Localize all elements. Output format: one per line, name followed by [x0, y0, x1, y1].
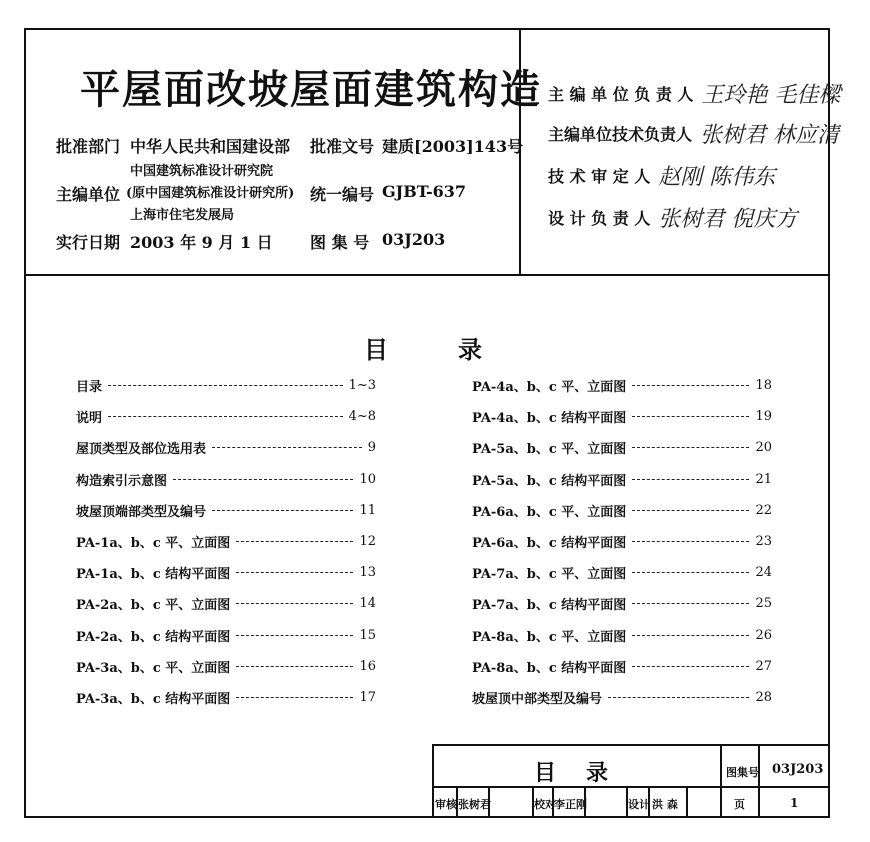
toc-item — [76, 464, 376, 495]
toc-item — [472, 526, 772, 557]
toc-leader-dashes — [212, 447, 362, 448]
header-divider — [24, 274, 830, 276]
toc-item — [76, 620, 376, 651]
signature-row — [548, 118, 839, 149]
check-name: 李正刚 — [554, 798, 587, 811]
editor-label: 主编单位 — [56, 185, 121, 204]
approval-no-label: 批准文号 — [310, 137, 375, 156]
toc-leader-dashes — [632, 666, 749, 667]
toc-item-label: PA-5a、b、c 结构平面图 — [472, 473, 627, 489]
toc-leader-dashes — [173, 479, 353, 480]
title-block-title: 目录 — [534, 761, 639, 786]
toc-item-page: 14 — [359, 596, 376, 612]
title-block — [432, 744, 830, 818]
toc-item — [472, 401, 772, 432]
toc-item-label: PA-5a、b、c 平、立面图 — [472, 442, 627, 458]
toc-item-label: 构造索引示意图 — [76, 473, 168, 489]
toc-item-label: 坡屋顶端部类型及编号 — [76, 504, 207, 520]
page-no: 1 — [790, 796, 799, 810]
toc-item-page: 22 — [755, 502, 772, 518]
toc-item — [76, 651, 376, 682]
toc-item-label: 目录 — [76, 380, 103, 396]
toc-item-label: PA-6a、b、c 平、立面图 — [472, 504, 627, 520]
toc-item — [472, 620, 772, 651]
toc-leader-dashes — [632, 572, 749, 573]
approval-no: 建质[2003]143号 — [382, 137, 524, 156]
signature-row — [548, 160, 775, 191]
toc-item — [472, 682, 772, 713]
toc-leader-dashes — [632, 510, 749, 511]
toc-item — [472, 432, 772, 463]
toc-item-label: PA-8a、b、c 结构平面图 — [472, 660, 627, 676]
toc-leader-dashes — [108, 385, 343, 386]
toc-item-page: 20 — [755, 440, 772, 456]
toc-item — [76, 432, 376, 463]
toc-leader-dashes — [236, 541, 353, 542]
toc-item — [76, 495, 376, 526]
toc-leader-dashes — [212, 510, 353, 511]
toc-item-page: 21 — [755, 471, 772, 487]
toc-leader-dashes — [236, 603, 353, 604]
toc-item-page: 4~8 — [348, 409, 376, 425]
toc-item-page: 13 — [359, 565, 376, 581]
toc-item-page: 17 — [359, 689, 376, 705]
toc-item-page: 23 — [755, 534, 772, 550]
toc-item-label: PA-2a、b、c 结构平面图 — [76, 629, 231, 645]
toc-item — [76, 682, 376, 713]
toc-leader-dashes — [236, 697, 353, 698]
atlas-no-label: 图 集 号 — [310, 233, 370, 252]
toc-item-page: 15 — [359, 627, 376, 643]
toc-left-column — [76, 370, 376, 713]
toc-item — [76, 526, 376, 557]
approval-dept: 中华人民共和国建设部 — [130, 137, 291, 156]
toc-item-page: 26 — [755, 627, 772, 643]
toc-item-label: PA-4a、b、c 平、立面图 — [472, 380, 627, 396]
toc-leader-dashes — [632, 541, 749, 542]
toc-item-label: PA-7a、b、c 平、立面图 — [472, 567, 627, 583]
toc-item — [76, 588, 376, 619]
toc-item-page: 9 — [367, 440, 376, 456]
design-label: 设计 — [628, 798, 650, 811]
atlas-no: 03J203 — [382, 230, 446, 249]
signature-names: 赵刚 陈伟东 — [658, 165, 776, 190]
toc-right-column — [472, 370, 772, 713]
impl-date: 2003 年 9 月 1 日 — [130, 233, 273, 252]
page-label: 页 — [734, 798, 745, 811]
toc-item-label: 坡屋顶中部类型及编号 — [472, 691, 603, 707]
toc-item — [472, 557, 772, 588]
signature-role: 技 术 审 定 人 — [548, 167, 651, 186]
atlas-title: 平屋面改坡屋面建筑构造 — [80, 67, 542, 113]
design-name: 洪 森 — [652, 798, 678, 811]
toc-leader-dashes — [632, 447, 749, 448]
toc-item-page: 11 — [359, 502, 376, 518]
approval-dept-label: 批准部门 — [56, 137, 121, 156]
editor-line2: (原中国建筑标准设计研究所) — [126, 186, 295, 201]
toc-title: 目录 — [364, 336, 552, 364]
review-name: 张树君 — [458, 798, 491, 811]
toc-item-label: PA-3a、b、c 结构平面图 — [76, 691, 231, 707]
toc-item-label: PA-1a、b、c 结构平面图 — [76, 567, 231, 583]
signature-row — [548, 78, 840, 109]
toc-item — [76, 401, 376, 432]
toc-leader-dashes — [236, 666, 353, 667]
toc-item-page: 10 — [359, 471, 376, 487]
toc-item-page: 19 — [755, 409, 772, 425]
editor-line1: 中国建筑标准设计研究院 — [130, 164, 274, 179]
toc-item-label: 屋顶类型及部位选用表 — [76, 442, 207, 458]
title-block-atlas-label: 图集号 — [726, 766, 759, 779]
toc-item-label: PA-4a、b、c 结构平面图 — [472, 411, 627, 427]
toc-item-label: PA-3a、b、c 平、立面图 — [76, 660, 231, 676]
signature-role: 设 计 负 责 人 — [548, 209, 651, 228]
signature-names: 张树君 倪庆方 — [658, 207, 798, 232]
toc-item-page: 24 — [755, 565, 772, 581]
toc-leader-dashes — [608, 697, 749, 698]
toc-leader-dashes — [108, 416, 343, 417]
signature-names: 王玲艳 毛佳樑 — [701, 83, 841, 108]
signature-names: 张树君 林应清 — [700, 123, 840, 148]
unified-no-label: 统一编号 — [310, 185, 375, 204]
toc-item-page: 28 — [755, 689, 772, 705]
toc-item-page: 25 — [755, 596, 772, 612]
toc-item-label: 说明 — [76, 411, 103, 427]
editor-line3: 上海市住宅发展局 — [130, 208, 235, 223]
toc-item-page: 18 — [755, 378, 772, 394]
title-block-atlas-no: 03J203 — [772, 762, 824, 777]
unified-no: GJBT-637 — [382, 182, 467, 201]
toc-item — [472, 370, 772, 401]
signature-role: 主 编 单 位 负 责 人 — [548, 85, 694, 104]
toc-item-label: PA-7a、b、c 结构平面图 — [472, 598, 627, 614]
toc-item-label: PA-8a、b、c 平、立面图 — [472, 629, 627, 645]
toc-item-page: 1~3 — [348, 378, 376, 394]
toc-item-label: PA-6a、b、c 结构平面图 — [472, 536, 627, 552]
toc-item — [76, 557, 376, 588]
toc-item-label: PA-1a、b、c 平、立面图 — [76, 536, 231, 552]
toc-leader-dashes — [632, 479, 749, 480]
signature-role: 主编单位技术负责人 — [548, 125, 693, 144]
toc-item-page: 16 — [359, 658, 376, 674]
toc-leader-dashes — [236, 635, 353, 636]
toc-leader-dashes — [632, 635, 749, 636]
toc-item-label: PA-2a、b、c 平、立面图 — [76, 598, 231, 614]
toc-item-page: 12 — [359, 534, 376, 550]
toc-leader-dashes — [236, 572, 353, 573]
check-label: 校对 — [534, 798, 556, 811]
impl-date-label: 实行日期 — [56, 233, 121, 252]
toc-item — [76, 370, 376, 401]
signature-row — [548, 202, 797, 233]
toc-leader-dashes — [632, 416, 749, 417]
toc-item — [472, 588, 772, 619]
toc-item — [472, 651, 772, 682]
toc-item — [472, 495, 772, 526]
toc-item-page: 27 — [755, 658, 772, 674]
toc-item — [472, 464, 772, 495]
toc-leader-dashes — [632, 603, 749, 604]
toc-leader-dashes — [632, 385, 749, 386]
review-label: 审核 — [435, 798, 457, 811]
